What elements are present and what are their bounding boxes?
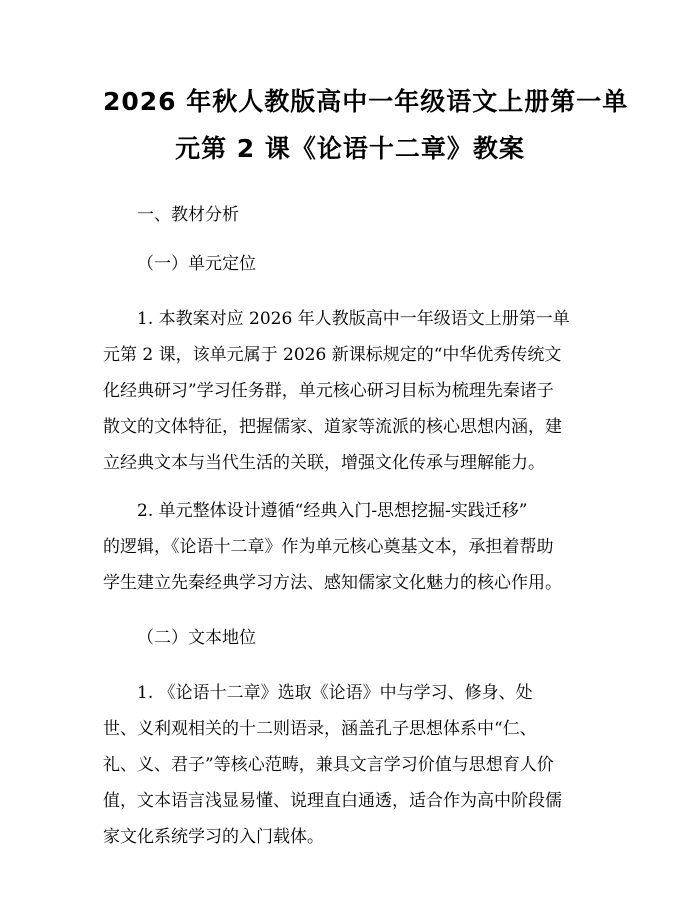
paragraph-text-status-1 — [103, 675, 597, 855]
paragraph-unit-positioning-1 — [103, 301, 597, 481]
paragraph-line: 值，文本语言浅显易懂、说理直白通透，适合作为高中阶段儒 — [103, 791, 562, 811]
paragraph-line: 的逻辑，《论语十二章》作为单元核心奠基文本，承担着帮助 — [103, 537, 554, 557]
title-line: 2026 年秋人教版高中一年级语文上册第一单 — [103, 87, 629, 116]
document-title — [103, 78, 629, 172]
section-heading-textbook-analysis: 一、教材分析 — [137, 205, 239, 225]
paragraph-line: 家文化系统学习的入门载体。 — [103, 827, 324, 847]
paragraph-line: 1. 《论语十二章》选取《论语》中与学习、修身、处 — [137, 683, 533, 703]
title-line: 元第 2 课《论语十二章》教案 — [175, 134, 525, 163]
paragraph-line: 化经典研习”学习任务群，单元核心研习目标为梳理先秦诸子 — [103, 381, 554, 401]
subsection-heading-unit-positioning: （一）单元定位 — [137, 254, 256, 274]
subsection-heading-text-status: （二）文本地位 — [137, 628, 256, 648]
paragraph-line: 元第 2 课，该单元属于 2026 新课标规定的“中华优秀传统文 — [103, 345, 562, 365]
paragraph-line: 礼、义、君子”等核心范畴，兼具文言学习价值与思想育人价 — [103, 755, 554, 775]
paragraph-line: 散文的文体特征，把握儒家、道家等流派的核心思想内涵，建 — [103, 417, 562, 437]
paragraph-line: 学生建立先秦经典学习方法、感知儒家文化魅力的核心作用。 — [103, 573, 562, 593]
paragraph-unit-positioning-2 — [103, 493, 597, 601]
paragraph-line: 2. 单元整体设计遵循“经典入门-思想挖掘-实践迁移” — [137, 501, 528, 521]
paragraph-line: 立经典文本与当代生活的关联，增强文化传承与理解能力。 — [103, 453, 545, 473]
paragraph-line: 世、义利观相关的十二则语录，涵盖孔子思想体系中“仁、 — [103, 719, 537, 739]
paragraph-line: 1. 本教案对应 2026 年人教版高中一年级语文上册第一单 — [137, 309, 570, 329]
